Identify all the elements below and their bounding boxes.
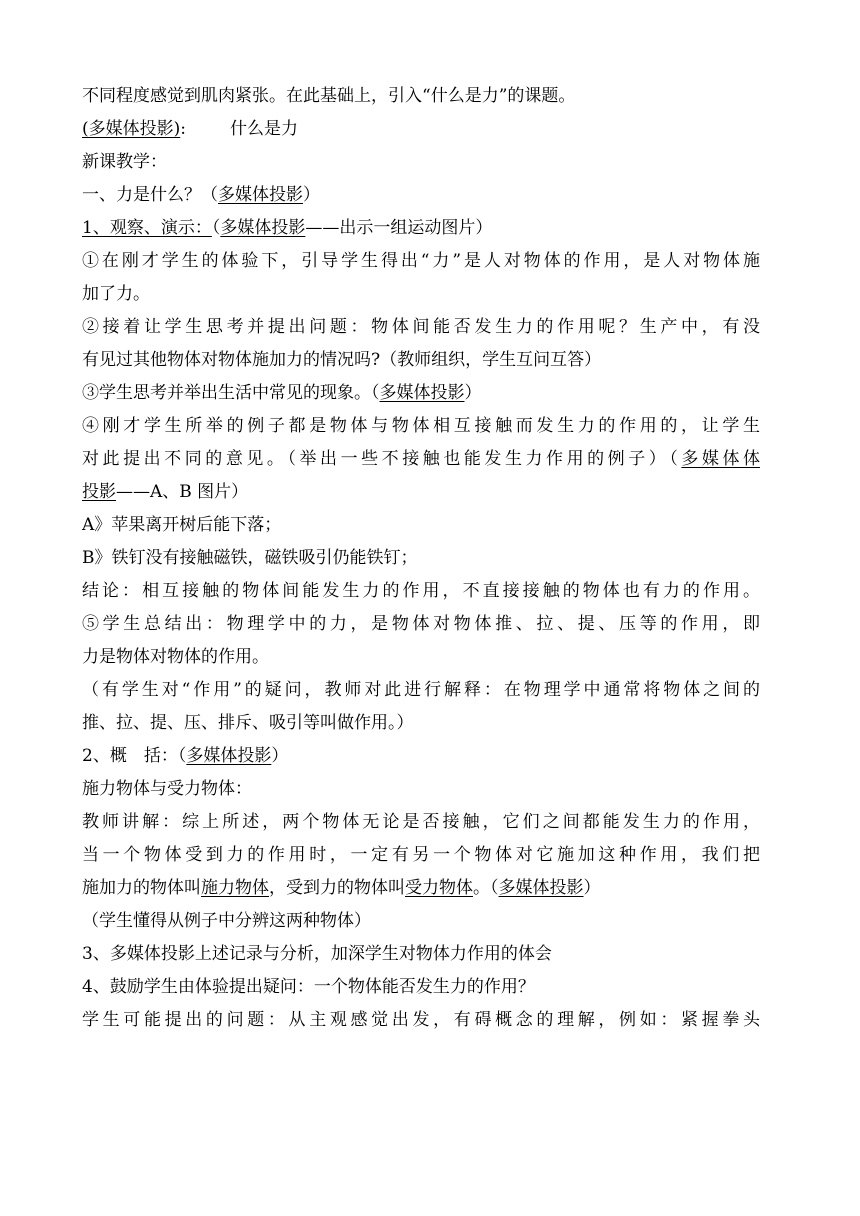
paragraph-2-line-1: ②接着让学生思考并提出问题：物体间能否发生力的作用呢？生产中，有没 xyxy=(82,317,760,337)
section-one-prefix: 一、力是什么？（ xyxy=(82,185,218,205)
teacher-line-3-t3: 。（ xyxy=(473,878,499,898)
section-one-suffix: ） xyxy=(303,185,320,205)
note-line-2: 推、拉、提、压、排斥、吸引等叫做作用。） xyxy=(82,713,414,733)
subheading: 施力物体与受力物体： xyxy=(82,779,252,799)
intro-line: 不同程度感觉到肌肉紧张。在此基础上，引入“什么是力”的课题。 xyxy=(82,86,576,106)
projection-heading xyxy=(82,113,760,146)
term-receiving-object: 受力物体 xyxy=(405,878,473,898)
teacher-line-3-close: ） xyxy=(583,878,601,898)
paragraph-3-text: ③学生思考并举出生活中常见的现象。（ xyxy=(82,383,380,403)
item-1-heading xyxy=(82,212,760,245)
paragraph-3 xyxy=(82,377,760,410)
item-1-label: 1、观察、演示： xyxy=(82,218,212,238)
teacher-line-3 xyxy=(82,872,760,905)
document-body xyxy=(82,80,760,1037)
paragraph-1-line-2: 加了力。 xyxy=(82,284,150,304)
paragraph-3-media: 多媒体投影 xyxy=(379,383,465,403)
projection-heading-colon: : xyxy=(180,119,186,139)
item-1-rest: ——出示一组运动图片） xyxy=(305,218,493,238)
paragraph-1-line-1: ①在刚才学生的体验下，引导学生得出“力”是人对物体的作用，是人对物体施 xyxy=(82,251,760,271)
item-2-media: 多媒体投影 xyxy=(186,746,272,766)
projection-heading-title: 什么是力 xyxy=(230,119,298,139)
paragraph-4-line-1: ④刚才学生所举的例子都是物体与物体相互接触而发生力的作用的，让学生 xyxy=(82,416,760,436)
item-3: 3、多媒体投影上述记录与分析，加深学生对物体力作用的体会 xyxy=(82,944,552,964)
projection-heading-label: (多媒体投影) xyxy=(82,119,181,139)
teacher-line-1: 教师讲解：综上所述，两个物体无论是否接触，它们之间都能发生力的作用， xyxy=(82,812,760,832)
paragraph-4-line-2 xyxy=(82,443,760,476)
item-4: 4、鼓励学生由体验提出疑问：一个物体能否发生力的作用？ xyxy=(82,977,535,997)
paragraph-4-line-3-rest: ——A、B 图片） xyxy=(116,482,249,502)
last-line: 学生可能提出的问题：从主观感觉出发，有碍概念的理解，例如：紧握拳头 xyxy=(82,1010,760,1030)
item-1-media: 多媒体投影 xyxy=(220,218,306,238)
teacher-line-2: 当一个物体受到力的作用时，一定有另一个物体对它施加这种作用，我们把 xyxy=(82,845,760,865)
new-lesson-label: 新课教学： xyxy=(82,152,167,172)
conclusion: 结论：相互接触的物体间能发生力的作用，不直接接触的物体也有力的作用。 xyxy=(82,581,760,601)
item-2-heading xyxy=(82,740,760,773)
teacher-line-3-t1: 施加力的物体叫 xyxy=(82,878,201,898)
paragraph-2-line-2: 有见过其他物体对物体施加力的情况吗?（教师组织，学生互问互答） xyxy=(82,350,602,370)
example-b: B》铁钉没有接触磁铁，磁铁吸引仍能铁钉； xyxy=(82,548,418,568)
item-2-label: 2、概 括：（ xyxy=(82,746,187,766)
term-applying-object: 施力物体 xyxy=(201,878,269,898)
teacher-line-3-media: 多媒体投影 xyxy=(498,878,584,898)
note-line-1: （有学生对“作用”的疑问，教师对此进行解释：在物理学中通常将物体之间的 xyxy=(82,680,760,700)
paragraph-4-line-2-text: 对此提出不同的意见。（举出一些不接触也能发生力作用的例子）（ xyxy=(82,449,682,469)
paragraph-5-line-1: ⑤学生总结出：物理学中的力，是物体对物体推、拉、提、压等的作用，即 xyxy=(82,614,760,634)
paragraph-3-close: ） xyxy=(464,383,482,403)
paragraph-5-line-2: 力是物体对物体的作用。 xyxy=(82,647,269,667)
paragraph-4-line-2-media: 多媒体体 xyxy=(681,449,761,469)
paragraph-4-line-3-media: 投影 xyxy=(82,482,116,502)
example-a: A》苹果离开树后能下落； xyxy=(82,515,282,535)
section-one-heading xyxy=(82,179,760,212)
paragraph-4-line-3 xyxy=(82,476,760,509)
teacher-line-3-t2: ，受到力的物体叫 xyxy=(269,878,405,898)
item-1-paren: （ xyxy=(211,218,221,238)
item-2-close: ） xyxy=(271,746,289,766)
student-note: （学生懂得从例子中分辨这两种物体） xyxy=(82,911,371,931)
section-one-media: 多媒体投影 xyxy=(218,185,303,205)
